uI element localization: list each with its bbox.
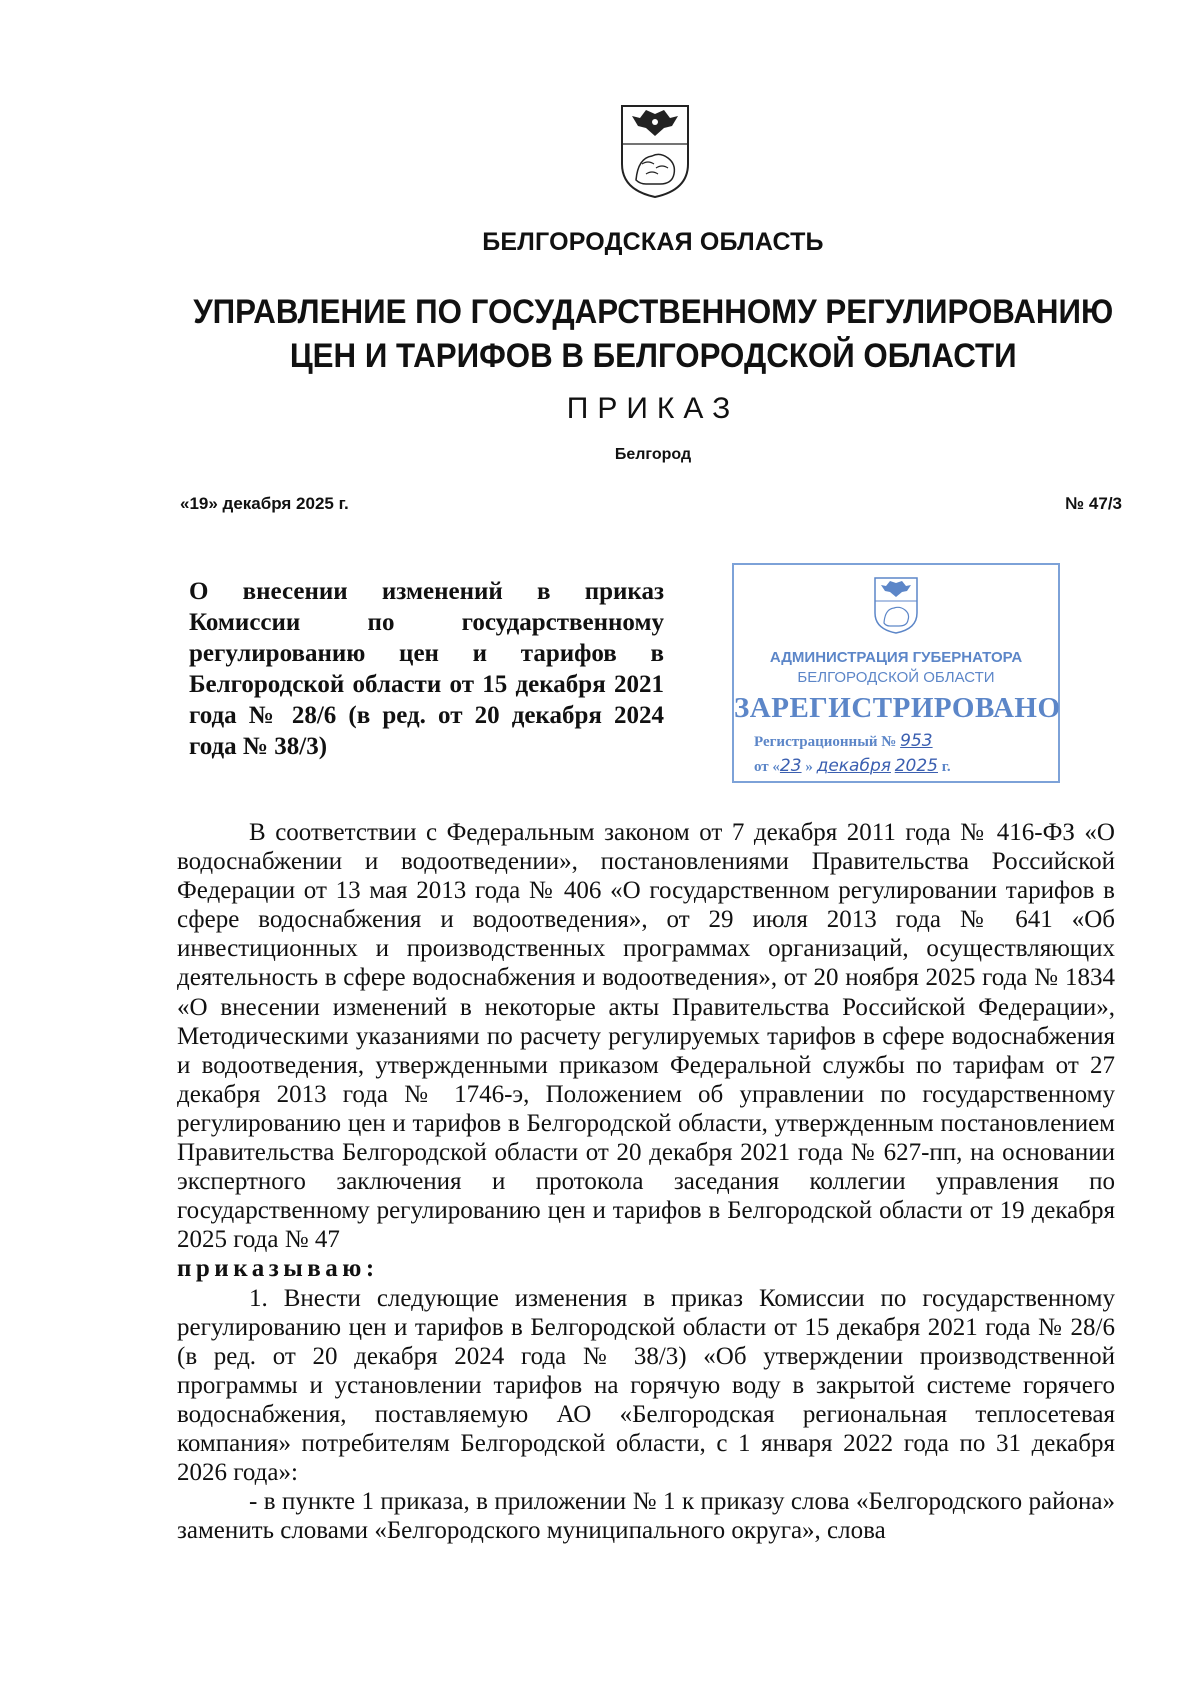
document-body xyxy=(177,818,1115,1545)
stamp-title: ЗАРЕГИСТРИРОВАНО xyxy=(734,692,1061,724)
order-word: приказываю: xyxy=(177,1255,379,1283)
stamp-date-prefix: от « xyxy=(754,759,780,775)
stamp-line1: АДМИНИСТРАЦИЯ ГУБЕРНАТОРА xyxy=(769,649,1023,666)
agency-name-line1: УПРАВЛЕНИЕ ПО ГОСУДАРСТВЕННОМУ РЕГУЛИРОВАНИЮ xyxy=(193,293,1114,331)
preamble-paragraph: В соответствии с Федеральным законом от 7 декабря 2011 года № 416-ФЗ «О водоснабжении и водоотведении», постановлениями Правительства Российской Федерации от 13 мая 2013 года № 406 «О государственном регулировании тарифов в сфере водоснабжения и водоотведения», от 29 июля 2013 года № 641 «Об инвестиционных и производственных программах организаций, осуществляющих деятельность в сфере водоснабжения и водоотведения», от 20 ноября 2025 года № 1834 «О внесении изменений в некоторые акты Правительства Российской Федерации», Методическими указаниями по расчету регулируемых тарифов в сфере водоснабжения и водоотведения, утвержденными приказом Федеральной службы по тарифам от 27 декабря 2013 года № 1746-э, Положением об управлении по государственному регулированию цен и тарифов в Белгородской области, утвержденным постановлением Правительства Белгородской области от 20 декабря 2021 года № 627-пп, на основании экспертного заключения и протокола заседания коллегии управления по государственному регулированию цен и тарифов в Белгородской области от 19 декабря 2025 года № 47 xyxy=(177,819,1115,1254)
registration-stamp xyxy=(732,563,1060,783)
stamp-date-day: 23 xyxy=(779,756,802,776)
stamp-date-suffix: г. xyxy=(941,759,951,775)
coat-of-arms-emblem xyxy=(616,102,694,200)
stamp-date-mid: » xyxy=(805,759,813,775)
stamp-emblem-icon xyxy=(871,575,921,635)
region-title: БЕЛГОРОДСКАЯ ОБЛАСТЬ xyxy=(482,228,824,256)
item-1-paragraph: 1. Внести следующие изменения в приказ Комиссии по государственному регулированию цен и тарифов в Белгородской области от 15 декабря 2021 года № 28/6 (в ред. от 20 декабря 2024 года № 38/3) «Об утверждении производственной программы и установлении тарифов на горячую воду в закрытой системе горячего водоснабжения, поставляемую АО «Белгородская региональная теплосетевая компания» потребителям Белгородской области, с 1 января 2022 года по 31 декабря 2026 года»: xyxy=(177,1284,1115,1487)
document-number: № 47/3 xyxy=(1065,494,1122,513)
agency-name-line2: ЦЕН И ТАРИФОВ В БЕЛГОРОДСКОЙ ОБЛАСТИ xyxy=(289,337,1017,375)
agency-name xyxy=(52,290,1156,378)
stamp-line2: БЕЛГОРОДСКОЙ ОБЛАСТИ xyxy=(797,669,995,686)
stamp-date-year: 2025 xyxy=(894,756,938,776)
document-subject: О внесении изменений в приказ Комиссии по государственному регулированию цен и тарифов в Белгородской области от 15 декабря 2021 года № 28/6 (в ред. от 20 декабря 2024 года № 38/3) xyxy=(189,578,664,760)
stamp-date-row xyxy=(754,756,951,776)
stamp-registration-row xyxy=(754,731,933,751)
stamp-reg-number: 953 xyxy=(900,731,933,751)
stamp-date-month: декабря xyxy=(816,756,891,776)
city-name: Белгород xyxy=(614,446,692,463)
stamp-reg-label: Регистрационный № xyxy=(754,734,897,750)
item-1-dash-paragraph: - в пункте 1 приказа, в приложении № 1 к приказу слова «Белгородского района» заменить словами «Белгородского муниципального округа», слова xyxy=(177,1488,1115,1545)
document-type: ПРИКАЗ xyxy=(566,392,740,425)
document-date: «19» декабря 2025 г. xyxy=(180,494,349,513)
